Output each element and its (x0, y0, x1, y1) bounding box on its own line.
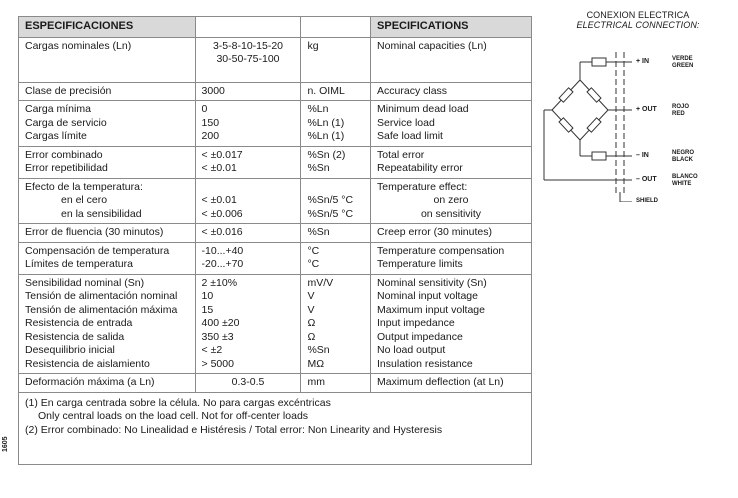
input-resistance-value: 400 ±20 (201, 317, 240, 329)
nominal-label: Cargas nominales (Ln) (19, 37, 196, 82)
max-voltage-label-en: Maximum input voltage (377, 303, 485, 316)
terminal-plus-out: + OUT (636, 106, 657, 113)
temp-zero-label-en: on zero (433, 194, 469, 206)
table-row (19, 224, 532, 243)
accuracy-label-en: Accuracy class (371, 82, 532, 101)
nominal-voltage-label-en: Nominal input voltage (377, 290, 478, 302)
table-row (19, 178, 532, 224)
diagram-title-en: ELECTRICAL CONNECTION: (576, 20, 700, 30)
total-error-unit: %Sn (2) (307, 148, 346, 161)
temp-zero-unit: %Sn/5 °C (307, 194, 354, 206)
diagram-title-es: CONEXION ELECTRICA (586, 10, 690, 20)
deflection-unit: mm (301, 374, 371, 393)
table-header-row (19, 17, 532, 38)
header-en: SPECIFICATIONS (371, 17, 532, 38)
note-1: (1) En carga centrada sobre la célula. No para cargas excéntricas (25, 396, 331, 409)
insulation-unit: MΩ (307, 357, 325, 370)
safe-load-label: Cargas límite (25, 130, 87, 142)
wire-color-red-en: RED (672, 111, 685, 117)
deflection-label-en: Maximum deflection (at Ln) (371, 374, 532, 393)
electrical-connection-diagram (540, 10, 736, 204)
sensitivity-label-en: Nominal sensitivity (Sn) (377, 276, 487, 289)
shield-label: SHIELD (636, 198, 659, 204)
zero-balance-value: < ±2 (201, 344, 223, 356)
header-es: ESPECIFICACIONES (19, 17, 196, 38)
temp-sensitivity-label-en: on sensitivity (420, 207, 482, 220)
notes-row (19, 392, 532, 464)
wire-color-white-en: WHITE (672, 181, 692, 187)
safe-load-unit: %Ln (1) (307, 130, 345, 142)
repeatability-value: < ±0.01 (201, 162, 237, 174)
temp-effect-label-en: Temperature effect: (377, 180, 468, 193)
creep-value: < ±0.016 (195, 224, 301, 243)
wire-color-red-es: ROJO (672, 104, 690, 110)
wire-color-green-es: VERDE (672, 56, 693, 62)
nominal-unit: kg (301, 37, 371, 82)
output-resistance-label-en: Output impedance (377, 330, 463, 343)
input-resistance-label-en: Input impedance (377, 317, 455, 329)
insulation-label: Resistencia de aislamiento (25, 357, 150, 370)
wire-color-white-es: BLANCO (672, 174, 698, 180)
input-resistance-label: Resistencia de entrada (25, 317, 133, 329)
temp-effect-label: Efecto de la temperatura: (25, 180, 143, 193)
sensitivity-value: 2 ±10% (201, 276, 238, 289)
creep-unit: %Sn (301, 224, 371, 243)
temp-limits-label-en: Temperature limits (377, 258, 463, 270)
total-error-label-en: Total error (377, 148, 425, 161)
temp-comp-value: -10...+40 (201, 244, 244, 257)
table-row (19, 82, 532, 101)
temp-comp-label-en: Temperature compensation (377, 244, 505, 257)
insulation-label-en: Insulation resistance (377, 357, 473, 370)
zero-balance-label: Desequilibrio inicial (25, 344, 115, 356)
repeatability-unit: %Sn (307, 162, 330, 174)
safe-load-value: 200 (201, 130, 220, 142)
note-2: (2) Error combinado: No Linealidad e Histéresis / Total error: Non Linearity and Hysteresis (25, 423, 443, 436)
wire-color-green-en: GREEN (672, 63, 694, 69)
wire-color-black-es: NEGRO (672, 150, 695, 156)
note-1-en: Only central loads on the load cell. Not for off-center loads (38, 410, 309, 422)
temp-zero-value: < ±0.01 (201, 194, 237, 206)
temp-limits-label: Límites de temperatura (25, 258, 133, 270)
service-load-label-en: Service load (377, 116, 435, 129)
temp-limits-value: -20...+70 (201, 258, 244, 270)
terminal-plus-in: + IN (636, 58, 650, 65)
max-voltage-label: Tensión de alimentación máxima (25, 303, 178, 316)
service-load-value: 150 (201, 116, 220, 129)
side-code: 1605 (2, 436, 9, 452)
temp-sensitivity-value: < ±0.006 (201, 207, 243, 220)
repeatability-label: Error repetibilidad (25, 162, 108, 174)
temp-sensitivity-unit: %Sn/5 °C (307, 207, 354, 220)
min-load-label: Carga mínima (25, 103, 91, 115)
creep-label: Error de fluencia (30 minutos) (19, 224, 196, 243)
nominal-values-1: 3-5-8-10-15-20 (212, 39, 284, 52)
wire-color-black-en: BLACK (672, 157, 693, 163)
temp-zero-label: en el cero (61, 194, 108, 206)
insulation-value: > 5000 (201, 357, 234, 370)
zero-balance-label-en: No load output (377, 344, 446, 356)
accuracy-label: Clase de precisión (19, 82, 196, 101)
nominal-voltage-value: 10 (201, 290, 214, 302)
input-resistance-unit: Ω (307, 317, 316, 329)
sensitivity-unit: mV/V (307, 276, 334, 289)
max-voltage-unit: V (307, 303, 315, 316)
total-error-label: Error combinado (25, 148, 103, 161)
table-row (19, 242, 532, 274)
repeatability-label-en: Repeatability error (377, 162, 463, 174)
min-load-value: 0 (201, 103, 208, 115)
max-voltage-value: 15 (201, 303, 214, 316)
accuracy-unit: n. OIML (301, 82, 371, 101)
terminal-minus-out: – OUT (636, 176, 657, 183)
deflection-label: Deformación máxima (a Ln) (19, 374, 196, 393)
min-load-unit: %Ln (307, 103, 329, 115)
nominal-voltage-unit: V (307, 290, 315, 302)
min-load-label-en: Minimum dead load (377, 103, 469, 115)
temp-comp-unit: °C (307, 244, 320, 257)
specifications-table (18, 16, 532, 465)
table-row (19, 274, 532, 374)
temp-comp-label: Compensación de temperatura (25, 244, 170, 257)
output-resistance-unit: Ω (307, 330, 316, 343)
safe-load-label-en: Safe load limit (377, 130, 443, 142)
table-row (19, 374, 532, 393)
table-row (19, 37, 532, 82)
zero-balance-unit: %Sn (307, 344, 330, 356)
sensitivity-label: Sensibilidad nominal (Sn) (25, 276, 145, 289)
total-error-value: < ±0.017 (201, 148, 243, 161)
accuracy-value: 3000 (195, 82, 301, 101)
service-load-label: Carga de servicio (25, 116, 107, 129)
deflection-value: 0.3-0.5 (195, 374, 301, 393)
service-load-unit: %Ln (1) (307, 116, 345, 129)
table-row (19, 101, 532, 147)
output-resistance-value: 350 ±3 (201, 330, 234, 343)
nominal-voltage-label: Tensión de alimentación nominal (25, 290, 178, 302)
temp-sensitivity-label: en la sensibilidad (61, 207, 142, 220)
output-resistance-label: Resistencia de salida (25, 330, 125, 343)
table-row (19, 146, 532, 178)
nominal-values-2: 30-50-75-100 (216, 53, 280, 65)
temp-limits-unit: °C (307, 258, 320, 270)
creep-label-en: Creep error (30 minutes) (371, 224, 532, 243)
terminal-minus-in: – IN (636, 152, 649, 159)
nominal-label-en: Nominal capacities (Ln) (371, 37, 532, 82)
